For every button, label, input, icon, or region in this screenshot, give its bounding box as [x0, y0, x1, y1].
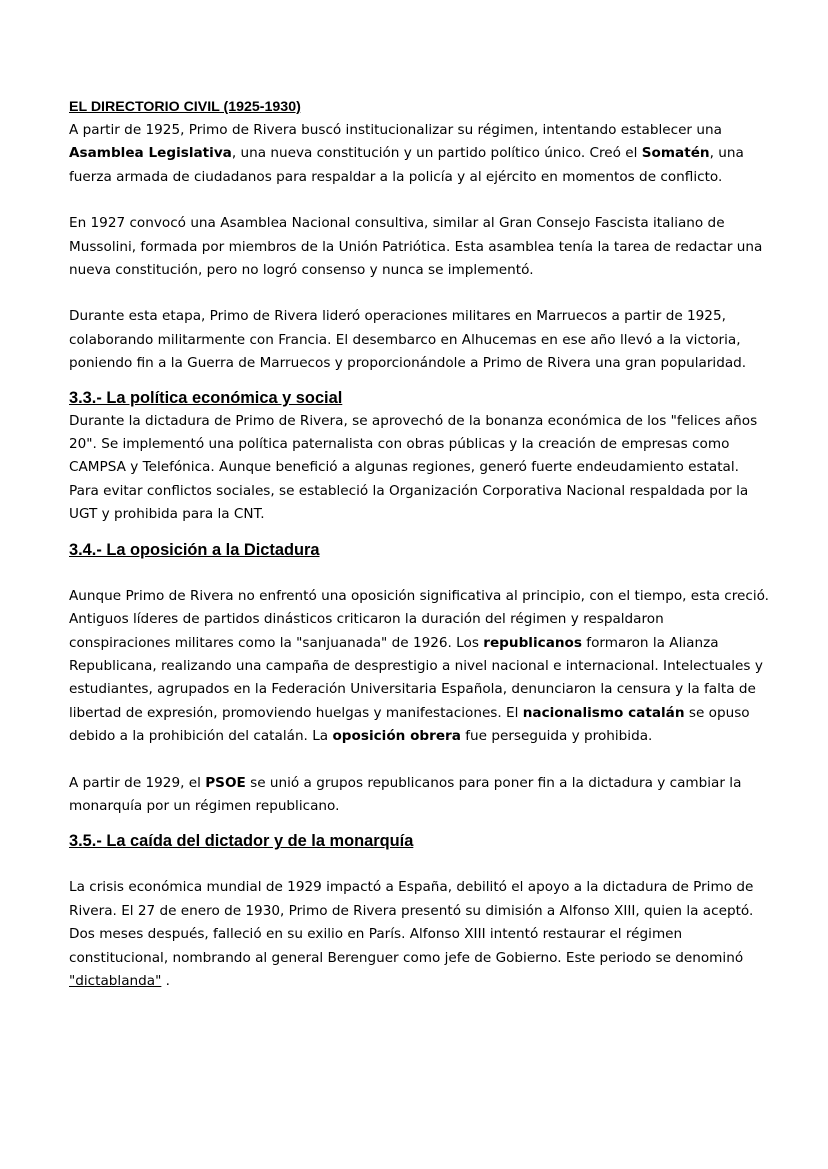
paragraph-directorio-2: En 1927 convocó una Asamblea Nacional consultiva, similar al Gran Consejo Fascista italiano de Mussolini, formada por miembros de la Unión Patriótica. Esta asamblea tenía la tarea de redactar una nueva constitución, pero no logró consenso y nunca se implementó.: [69, 215, 763, 279]
paragraph-oposicion-2: [69, 772, 769, 819]
bold-term-nacionalismo: nacionalismo catalán: [522, 704, 685, 721]
bold-term-republicanos: republicanos: [483, 634, 582, 651]
text-run: formaron la Alianza Republicana, realizando una campaña de desprestigio a nivel nacional e internacional. Intelectuales y estudiantes, agrupados en la Federación Universitaria Española, denunciaron la censura y la falta de libertad de expresión, promoviendo huelgas y manifestaciones. El: [69, 634, 763, 721]
text-run: , una nueva constitución y un partido político único. Creó el: [231, 145, 642, 162]
paragraph-oposicion-1: [69, 585, 769, 749]
section-title-directorio-civil: EL DIRECTORIO CIVIL (1925-1930): [69, 99, 301, 115]
text-run: fue perseguida y prohibida.: [460, 728, 653, 745]
text-run: A partir de 1929, el: [69, 774, 206, 791]
underlined-term-dictablanda: "dictablanda": [69, 972, 162, 989]
text-run: se opuso debido a la prohibición del catalán. La: [69, 704, 750, 745]
paragraph-directorio-3: Durante esta etapa, Primo de Rivera lideró operaciones militares en Marruecos a partir de 1925, colaborando militarmente con Francia. El desembarco en Alhucemas en ese año llevó a la victoria, poniendo fin a la Guerra de Marruecos y proporcionándole a Primo de Rivera una gran popularidad.: [69, 308, 747, 372]
bold-term-psoe: PSOE: [205, 774, 246, 791]
section-title-caida: 3.5.- La caída del dictador y de la monarquía: [69, 832, 414, 851]
section-title-oposicion: 3.4.- La oposición a la Dictadura: [69, 540, 320, 559]
bold-term-somaten: Somatén: [641, 145, 710, 162]
text-run: , una fuerza armada de ciudadanos para respaldar a la policía y al ejército en momentos de conflicto.: [69, 145, 744, 185]
text-run: Aunque Primo de Rivera no enfrentó una oposición significativa al principio, con el tiempo, esta creció. Antiguos líderes de partidos dinásticos criticaron la duración del régimen y respaldaron conspiraciones militares como la "sanjuanada" de 1926. Los: [69, 587, 770, 651]
text-run: .: [161, 972, 171, 989]
paragraph-directorio-1: [69, 119, 769, 189]
bold-term-oposicion-obrera: oposición obrera: [332, 728, 461, 745]
paragraph-economica-1: Durante la dictadura de Primo de Rivera, se aprovechó de la bonanza económica de los "felices años 20". Se implementó una política paternalista con obras públicas y la creación de empresas como CAMPSA y Telefónica. Aunque benefició a algunas regiones, generó fuerte endeudamiento estatal. Para evitar conflictos sociales, se estableció la Organización Corporativa Nacional respaldada por la UGT y prohibida para la CNT.: [69, 412, 758, 523]
bold-term-asamblea: Asamblea Legislativa: [69, 145, 232, 162]
text-run: A partir de 1925, Primo de Rivera buscó institucionalizar su régimen, intentando establecer una: [69, 122, 722, 138]
text-run: se unió a grupos republicanos para poner fin a la dictadura y cambiar la monarquía por un régimen republicano.: [69, 774, 742, 814]
text-run: La crisis económica mundial de 1929 impactó a España, debilitó el apoyo a la dictadura de Primo de Rivera. El 27 de enero de 1930, Primo de Rivera presentó su dimisión a Alfonso XIII, quien la aceptó. Dos meses después, falleció en su exilio en París. Alfonso XIII intentó restaurar el régimen constitucional, nombrando al general Berenguer como jefe de Gobierno. Este periodo se denominó: [69, 879, 754, 966]
paragraph-caida-1: [69, 876, 769, 993]
section-title-economica: 3.3.- La política económica y social: [69, 388, 343, 407]
document-page: [69, 96, 769, 993]
